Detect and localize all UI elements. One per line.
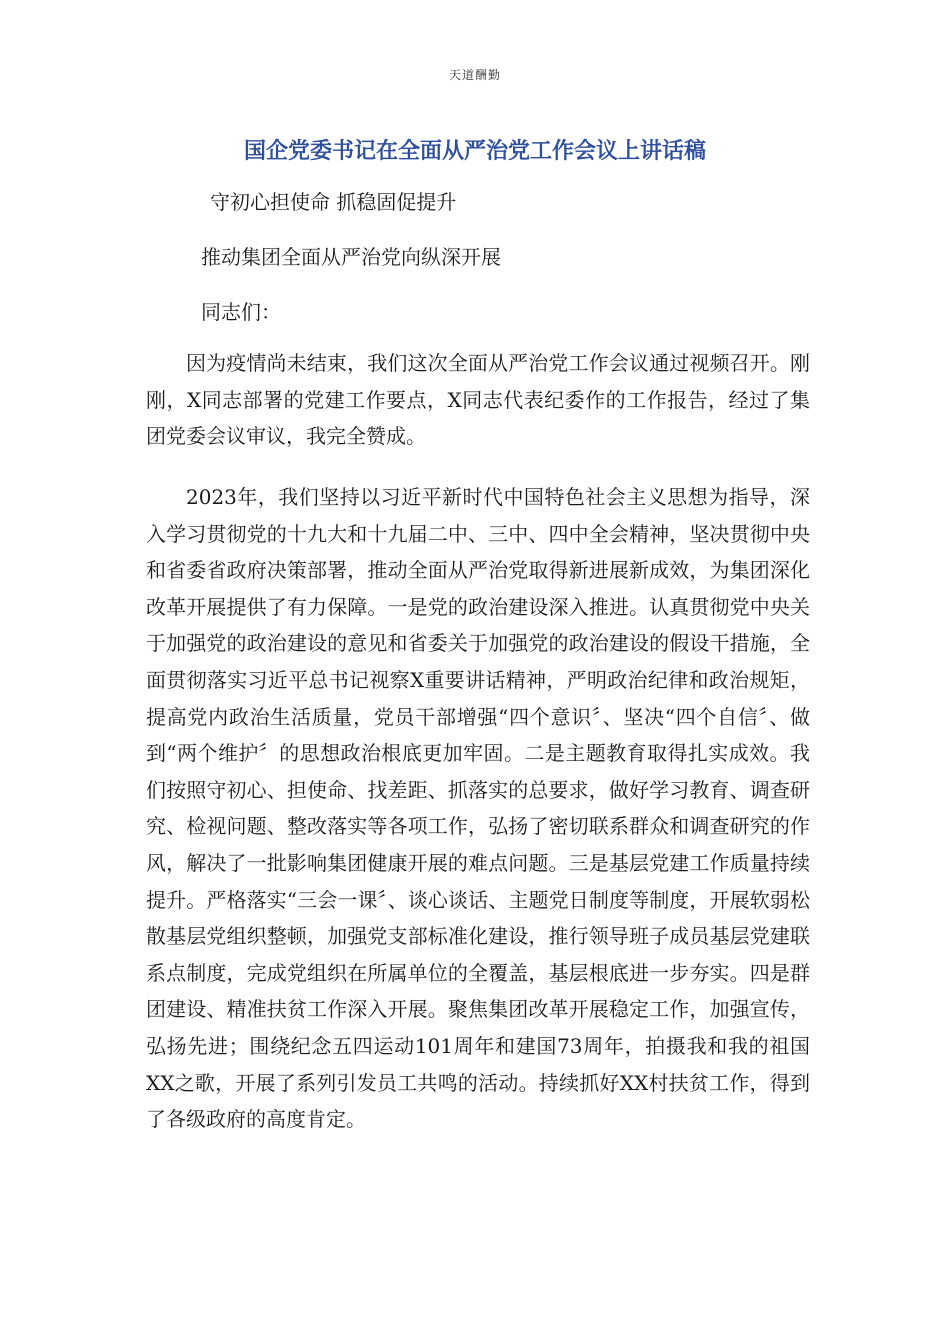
- header-watermark: 天道酬勤: [448, 68, 501, 82]
- subtitle-line-2: 推动集团全面从严治党向纵深开展: [201, 245, 501, 269]
- subtitle-line-1: 守初心担使命 抓稳固促提升: [210, 190, 457, 214]
- body-paragraph: 2023年，我们坚持以习近平新时代中国特色社会主义思想为指导，深入学习贯彻党的十九大和十九届二中、三中、四中全会精神，坚决贯彻中央和省委省政府决策部署，推动全面从严治党取得新进展新成效，为集团深化改革开展提供了有力保障。一是党的政治建设深入推进。认真贯彻党中央关于加强党的政治建设的意见和省委关于加强党的政治建设的假设干措施，全面贯彻落实习近平总书记视察X重要讲话精神，严明政治纪律和政治规矩，提高党内政治生活质量，党员干部增强“四个意识〞、坚决“四个自信〞、做到“两个维护〞的思想政治根底更加牢固。二是主题教育取得扎实成效。我们按照守初心、担使命、找差距、抓落实的总要求，做好学习教育、调查研究、检视问题、整改落实等各项工作，弘扬了密切联系群众和调查研究的作风，解决了一批影响集团健康开展的难点问题。三是基层党建工作质量持续提升。严格落实“三会一课〞、谈心谈话、主题党日制度等制度，开展软弱松散基层党组织整顿，加强党支部标准化建设，推行领导班子成员基层党建联系点制度，完成党组织在所属单位的全覆盖，基层根底进一步夯实。四是群团建设、精准扶贫工作深入开展。聚焦集团改革开展稳定工作，加强宣传，弘扬先进；围绕纪念五四运动101周年和建国73周年，拍摄我和我的祖国XX之歌，开展了系列引发员工共鸣的活动。持续抓好XX村扶贫工作，得到了各级政府的高度肯定。: [146, 485, 810, 1132]
- document-title: 国企党委书记在全面从严治党工作会议上讲话稿: [243, 139, 706, 164]
- body-paragraph: 因为疫情尚未结束，我们这次全面从严治党工作会议通过视频召开。刚刚，X同志部署的党建工作要点，X同志代表纪委作的工作报告，经过了集团党委会议审议，我完全赞成。: [146, 351, 810, 449]
- salutation: 同志们：: [201, 300, 281, 324]
